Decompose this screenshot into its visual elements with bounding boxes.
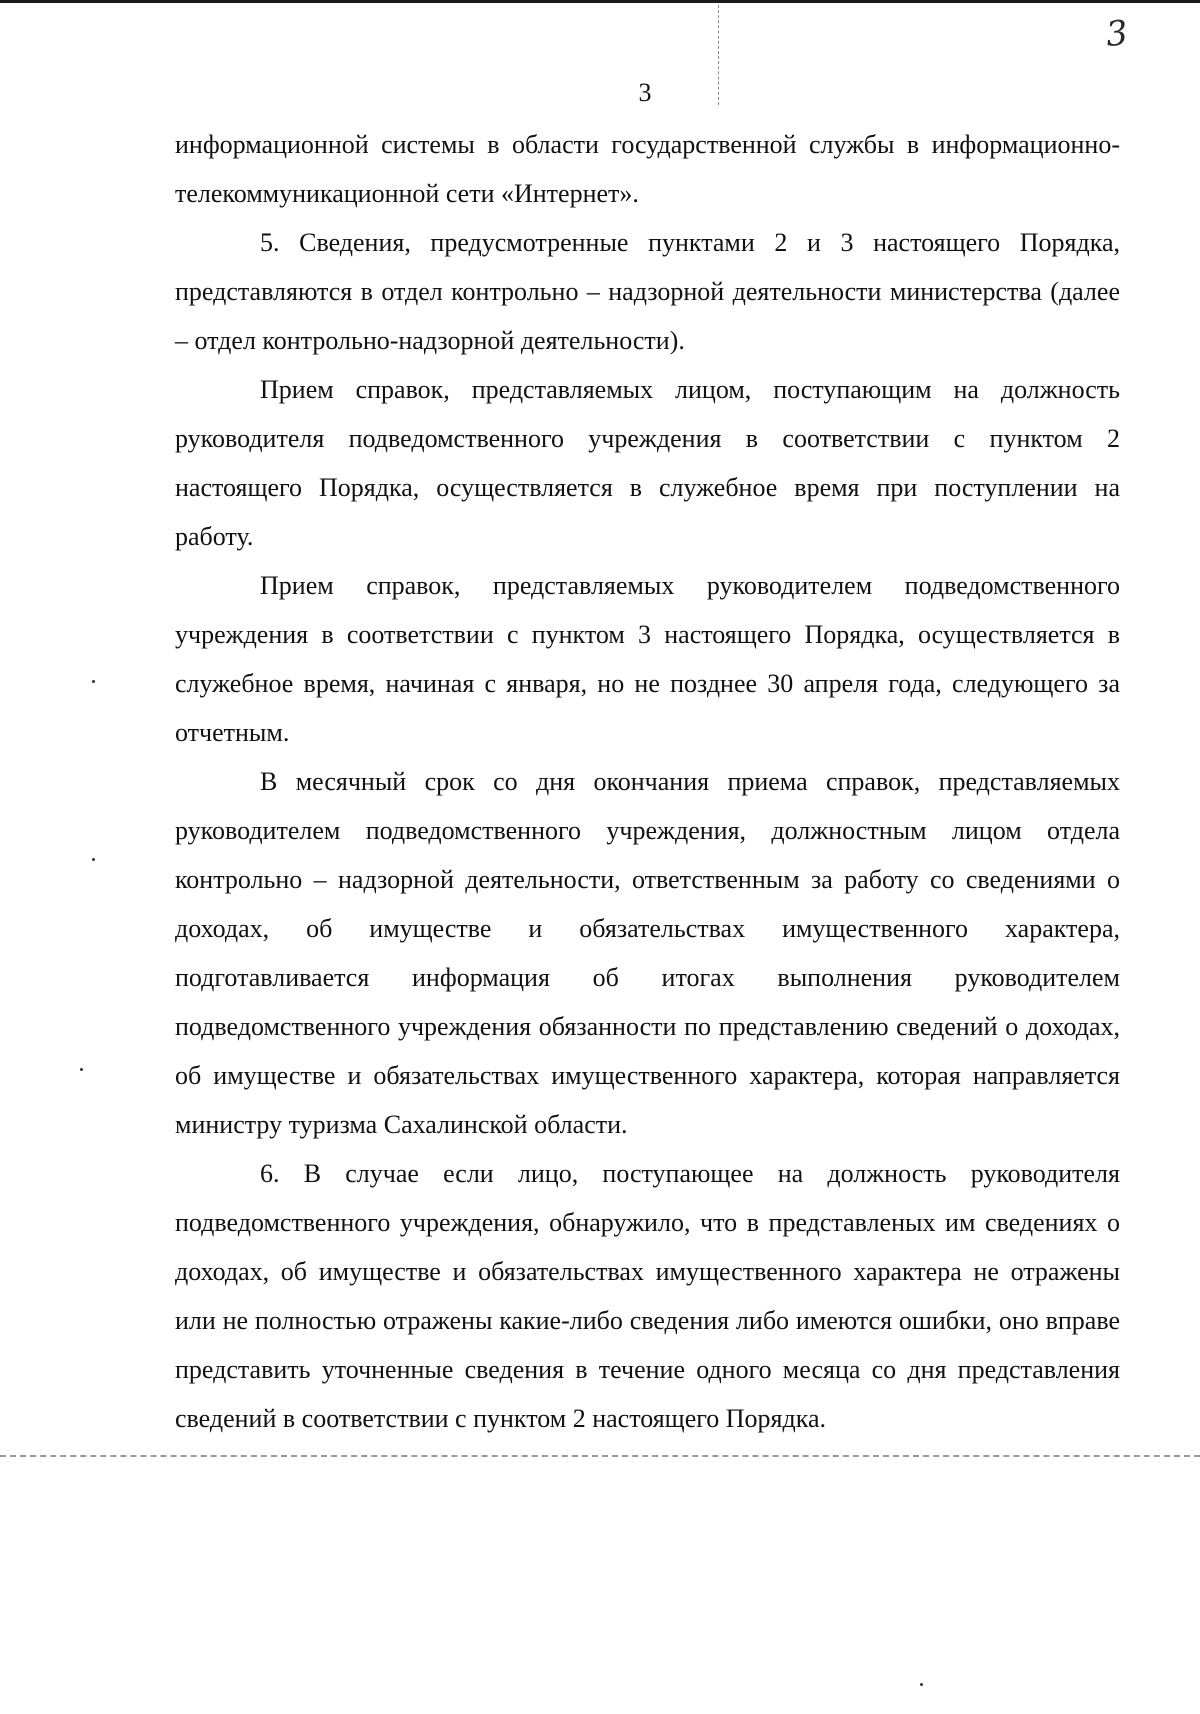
- scan-speck: [80, 1068, 83, 1071]
- scan-speck: [92, 858, 95, 861]
- paragraph-reception-new-hire: Прием справок, представляемых лицом, поступающим на должность руководителя подведомственного учреждения в соответствии с пунктом 2 настоящего Порядка, осуществляется в служебное время при поступлении на работу.: [175, 375, 1120, 551]
- paragraph-item-5: 5. Сведения, предусмотренные пунктами 2 и 3 настоящего Порядка, представляются в отдел контрольно – надзорной деятельности министерства (далее – отдел контрольно-надзорной деятельности).: [175, 228, 1120, 355]
- document-body: [175, 120, 1120, 1443]
- page-number: 3: [638, 78, 652, 107]
- scan-artifact-line: [0, 1455, 1200, 1457]
- top-border-line: [0, 0, 1200, 3]
- scan-speck: [920, 1683, 923, 1686]
- paragraph-item-6: 6. В случае если лицо, поступающее на должность руководителя подведомственного учреждения, обнаружило, что в представленых им сведениях о доходах, об имуществе и обязательствах имущественного характера не отражены или не полностью отражены какие-либо сведения либо имеются ошибки, оно вправе представить уточненные сведения в течение одного месяца со дня представления сведений в соответствии с пунктом 2 настоящего Порядка.: [175, 1159, 1120, 1433]
- paragraph-monthly-report: В месячный срок со дня окончания приема справок, представляемых руководителем подведомственного учреждения, должностным лицом отдела контрольно – надзорной деятельности, ответственным за работу со сведениями о доходах, об имуществе и обязательствах имущественного характера, подготавливается информация об итогах выполнения руководителем подведомственного учреждения обязанности по представлению сведений о доходах, об имуществе и обязательствах имущественного характера, которая направляется министру туризма Сахалинской области.: [175, 767, 1120, 1139]
- scan-speck: [92, 680, 95, 683]
- handwritten-page-number: 3: [1104, 12, 1131, 56]
- paragraph-continuation: информационной системы в области государственной службы в информационно-телекоммуникационной сети «Интернет».: [175, 130, 1120, 208]
- paragraph-reception-head: Прием справок, представляемых руководителем подведомственного учреждения в соответствии с пунктом 3 настоящего Порядка, осуществляется в служебное время, начиная с января, но не позднее 30 апреля года, следующего за отчетным.: [175, 571, 1120, 747]
